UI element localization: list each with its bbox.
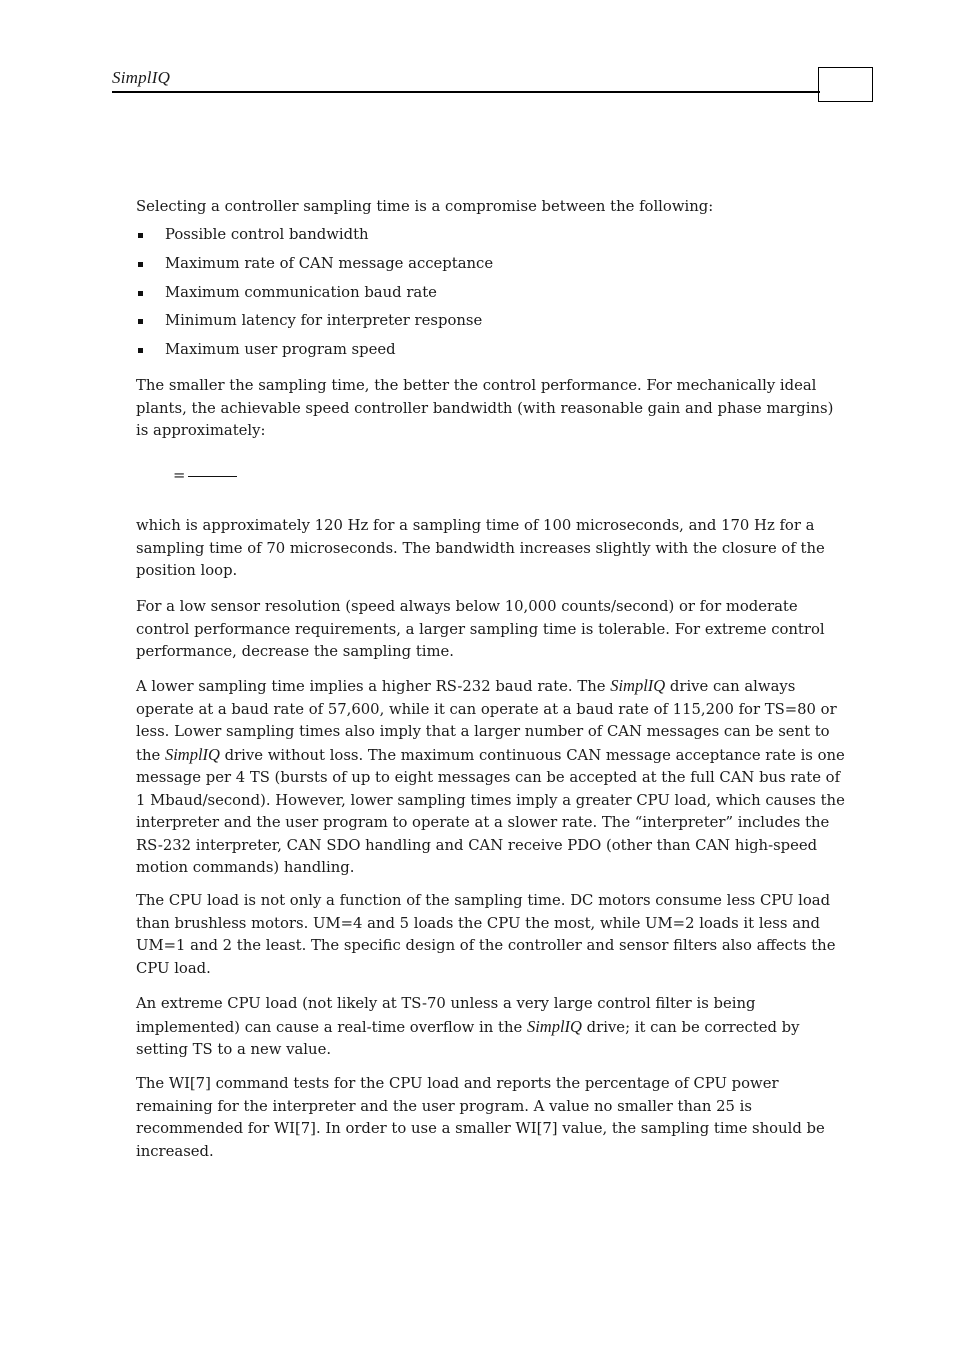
paragraph-bandwidth-values: which is approximately 120 Hz for a sampling time of 100 microseconds, and 170 Hz for a sampling time of 70 microseconds. The bandwidth increases slightly with the closure of the position loop. [136,517,825,579]
list-item [136,339,493,368]
page-number-box [818,67,873,102]
brand-inline: SimplIQ [610,676,666,695]
list-item [136,224,493,253]
bullet-list [136,224,493,368]
brand-inline: SimplIQ [526,1016,582,1036]
intro-paragraph: Selecting a controller sampling time is a compromise between the following: [136,198,714,215]
formula-equals: = [173,467,186,484]
header-rule [112,91,820,93]
list-item [136,282,493,311]
fraction-bar [188,476,237,477]
list-item-text: Possible control bandwidth [165,226,369,243]
paragraph-wi7: The WI[7] command tests for the CPU load and reports the percentage of CPU power remaining for the interpreter and the user program. A value no smaller than 25 is recommended for WI[7]. In order to use a smaller WI[7] value, the sampling time should be increased. [136,1075,825,1160]
brand-inline: SimplIQ [164,744,220,764]
bullet-square-icon [138,348,143,353]
list-item-text: Maximum rate of CAN message acceptance [165,254,494,272]
list-item-text: Minimum latency for interpreter response [165,312,483,330]
paragraph-bandwidth: The smaller the sampling time, the better the control performance. For mechanically ideal plants, the achievable speed controller bandwidth (with reasonable gain and phase margins) is approximately: [136,377,834,439]
paragraph-overflow: An extreme CPU load (not likely at TS-70 unless a very large control filter is being implemented) can cause a real-time overflow in the SimplIQ drive; it can be corrected by setting TS to a new value. [136,995,800,1058]
paragraph-sensor-resolution: For a low sensor resolution (speed always below 10,000 counts/second) or for moderate control performance requirements, a larger sampling time is tolerable. For extreme control performance, decrease the sampling time. [136,598,825,660]
header-brand: SimplIQ [112,68,171,87]
bandwidth-formula [173,466,237,486]
list-item-text: Maximum user program speed [165,341,396,359]
paragraph-baud-rate: A lower sampling time implies a higher RS-232 baud rate. The SimplIQ drive can always operate at a baud rate of 57,600, while it can operate at a baud rate of 115,200 for TS=80 or less. Lower sampling times also imply that a larger number of CAN messages can be sent to the SimplIQ drive without loss. The maximum continuous CAN message acceptance rate is one message per 4 TS (bursts of up to eight messages can be accepted at the full CAN bus rate of 1 Mbaud/second). However, lower sampling times imply a greater CPU load, which causes the interpreter and the user program to operate at a slower rate. The “interpreter” includes the RS-232 interpreter, CAN SDO handling and CAN receive PDO (other than CAN high-speed motion commands) handling. [136,676,845,876]
list-item-text: Maximum communication baud rate [165,283,437,301]
bullet-square-icon [138,262,143,267]
bullet-square-icon [138,319,143,324]
bullet-square-icon [138,233,143,238]
list-item [136,253,493,282]
bullet-square-icon [138,291,143,296]
paragraph-cpu-load: The CPU load is not only a function of the sampling time. DC motors consume less CPU load than brushless motors. UM=4 and 5 loads the CPU the most, while UM=2 loads it less and UM=1 and 2 the least. The specific design of the controller and sensor filters also affects the CPU load. [136,892,836,977]
list-item [136,310,493,339]
